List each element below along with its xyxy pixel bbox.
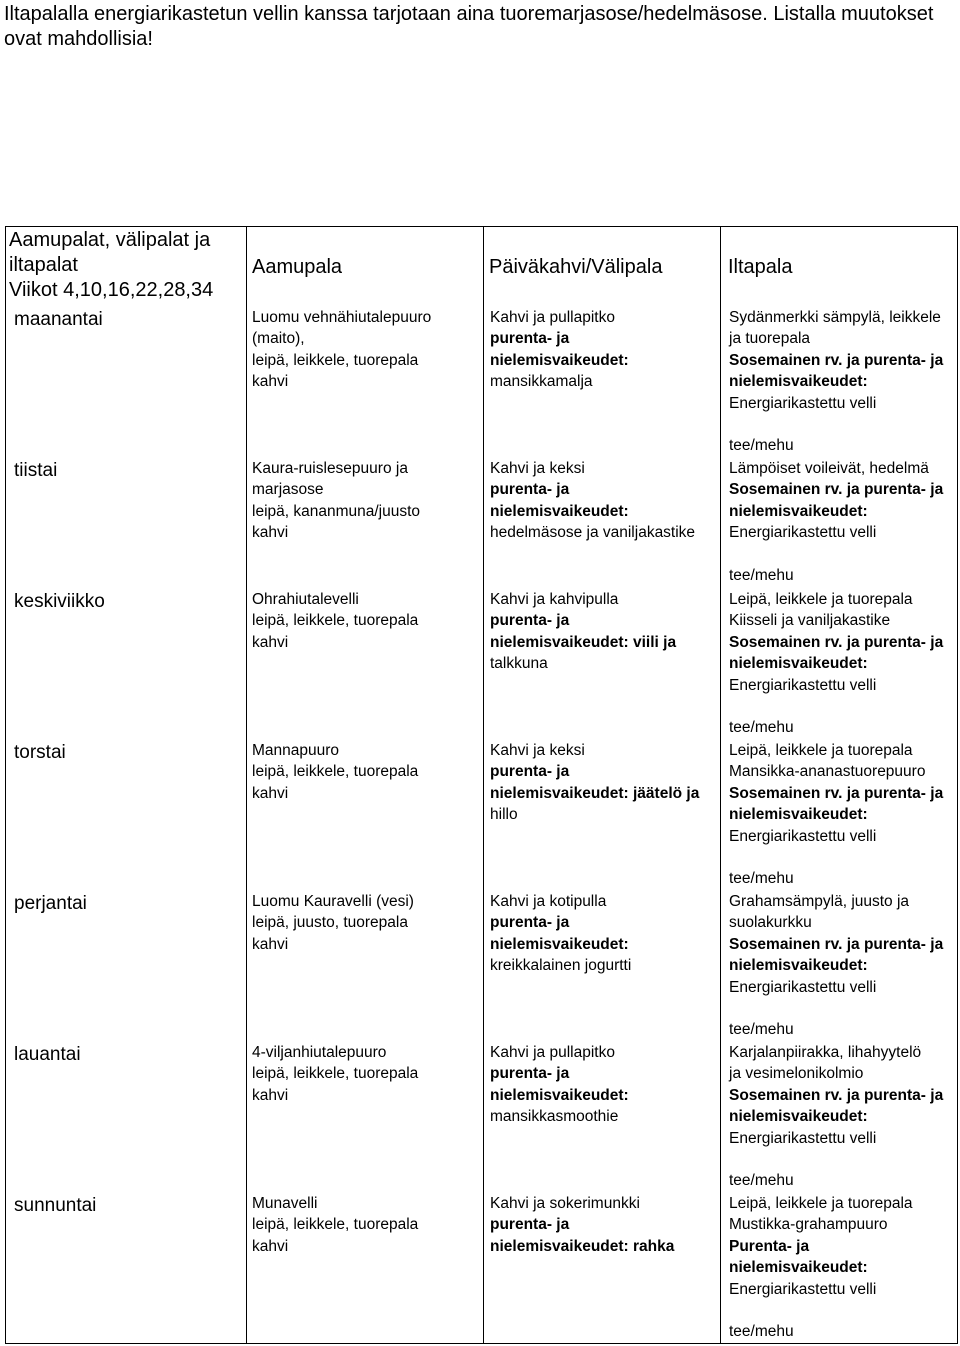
menu-line	[729, 696, 943, 717]
iltapala-cell	[729, 458, 943, 586]
column-divider	[246, 227, 247, 1343]
valipala-cell	[490, 307, 629, 393]
menu-line: tee/mehu	[729, 437, 794, 455]
menu-line: leipä, leikkele, tuorepala	[252, 351, 419, 369]
day-name: torstai	[14, 742, 66, 763]
menu-line: Kahvi ja pullapitko	[490, 309, 615, 326]
aamupala-cell	[252, 891, 414, 955]
menu-line: purenta- ja	[490, 481, 570, 499]
menu-line: suolakurkku	[729, 914, 812, 932]
menu-line: Munavelli	[252, 1195, 318, 1212]
menu-line: Mustikka-grahampuuro	[729, 1216, 888, 1234]
day-name: perjantai	[14, 893, 87, 914]
menu-line	[729, 1149, 943, 1170]
menu-line	[729, 1300, 913, 1321]
menu-table	[5, 226, 958, 1344]
menu-line: hedelmäsose ja vaniljakastike	[490, 524, 696, 542]
menu-line: leipä, leikkele, tuorepala	[252, 1216, 419, 1234]
valipala-cell	[490, 1042, 629, 1128]
day-name: lauantai	[14, 1044, 81, 1065]
menu-line: kahvi	[252, 935, 289, 953]
menu-line: Grahamsämpylä, juusto ja	[729, 893, 910, 910]
column-divider	[957, 227, 958, 1343]
menu-line: nielemisvaikeudet:	[490, 351, 629, 369]
intro-note: Iltapalalla energiarikastetun vellin kanssa tarjotaan aina tuoremarjasose/hedelmäsose. Listalla muutokset ovat mahdollisia!	[4, 3, 934, 50]
day-name: keskiviikko	[14, 591, 105, 612]
valipala-cell	[490, 589, 676, 675]
menu-line: tee/mehu	[729, 1323, 794, 1341]
menu-line: leipä, leikkele, tuorepala	[252, 1065, 419, 1083]
menu-line: Energiarikastettu velli	[729, 394, 877, 412]
column-header-iltapala: Iltapala	[728, 256, 793, 278]
menu-line: kahvi	[252, 784, 289, 802]
menu-line: marjasose	[252, 481, 324, 499]
column-divider	[483, 227, 484, 1343]
menu-line: Kahvi ja sokerimunkki	[490, 1195, 640, 1212]
day-name: sunnuntai	[14, 1195, 97, 1216]
menu-line: purenta- ja	[490, 330, 570, 348]
menu-line	[729, 544, 943, 565]
menu-line: tee/mehu	[729, 1172, 794, 1190]
menu-line: kahvi	[252, 1086, 289, 1104]
menu-line: Purenta- ja	[729, 1237, 810, 1255]
menu-line: mansikkamalja	[490, 373, 593, 391]
menu-line: nielemisvaikeudet: rahka	[490, 1237, 675, 1255]
aamupala-cell	[252, 1042, 418, 1106]
column-header-valipala: Päiväkahvi/Välipala	[489, 256, 663, 278]
column-header-aamupala: Aamupala	[252, 256, 343, 278]
menu-line: Kahvi ja kotipulla	[490, 893, 607, 910]
menu-line: Sosemainen rv. ja purenta- ja	[729, 935, 944, 953]
menu-line: Lämpöiset voileivät, hedelmä	[729, 460, 929, 477]
day-name: tiistai	[14, 460, 58, 481]
menu-line: Sydänmerkki sämpylä, leikkele	[729, 309, 941, 326]
menu-line: Sosemainen rv. ja purenta- ja	[729, 784, 944, 802]
iltapala-cell	[729, 1193, 913, 1343]
menu-line: nielemisvaikeudet:	[729, 1259, 868, 1277]
menu-line: nielemisvaikeudet:	[729, 502, 868, 520]
table-title-line: iltapalat	[9, 254, 78, 276]
menu-line: Kiisseli ja vaniljakastike	[729, 612, 891, 630]
menu-line: purenta- ja	[490, 1065, 570, 1083]
menu-line	[729, 998, 943, 1019]
aamupala-cell	[252, 740, 418, 804]
table-title	[9, 228, 213, 303]
menu-line: Energiarikastettu velli	[729, 978, 877, 996]
menu-line: purenta- ja	[490, 1216, 570, 1234]
aamupala-cell	[252, 458, 420, 544]
menu-line: nielemisvaikeudet:	[729, 373, 868, 391]
menu-line: Sosemainen rv. ja purenta- ja	[729, 481, 944, 499]
menu-line: Sosemainen rv. ja purenta- ja	[729, 633, 944, 651]
menu-line	[729, 847, 943, 868]
menu-line: purenta- ja	[490, 763, 570, 781]
table-title-line: Aamupalat, välipalat ja	[9, 229, 211, 251]
menu-line: nielemisvaikeudet: jäätelö ja	[490, 784, 700, 802]
menu-line: nielemisvaikeudet:	[490, 1086, 629, 1104]
menu-line: leipä, kananmuna/juusto	[252, 502, 421, 520]
menu-line: kahvi	[252, 633, 289, 651]
menu-line: Sosemainen rv. ja purenta- ja	[729, 1086, 944, 1104]
iltapala-cell	[729, 589, 943, 739]
menu-line: kahvi	[252, 373, 289, 391]
menu-line: tee/mehu	[729, 1021, 794, 1039]
menu-line: nielemisvaikeudet:	[729, 655, 868, 673]
valipala-cell	[490, 1193, 674, 1257]
menu-line: Kaura-ruislesepuuro ja	[252, 460, 408, 477]
menu-line: nielemisvaikeudet:	[729, 957, 868, 975]
valipala-cell	[490, 458, 695, 544]
menu-line: Luomu vehnähiutalepuuro	[252, 309, 432, 326]
menu-line: nielemisvaikeudet:	[490, 935, 629, 953]
menu-line: Leipä, leikkele ja tuorepala	[729, 591, 913, 608]
valipala-cell	[490, 891, 631, 977]
menu-line: Karjalanpiirakka, lihahyytelö	[729, 1044, 922, 1061]
day-name: maanantai	[14, 309, 103, 330]
menu-line: Energiarikastettu velli	[729, 1129, 877, 1147]
valipala-cell	[490, 740, 699, 826]
menu-line: Ohrahiutalevelli	[252, 591, 359, 608]
iltapala-cell	[729, 307, 943, 457]
aamupala-cell	[252, 307, 431, 393]
menu-line: leipä, juusto, tuorepala	[252, 914, 408, 932]
menu-line: tee/mehu	[729, 870, 794, 888]
menu-line: Energiarikastettu velli	[729, 676, 877, 694]
iltapala-cell	[729, 891, 943, 1041]
menu-line: leipä, leikkele, tuorepala	[252, 612, 419, 630]
menu-line: tee/mehu	[729, 567, 794, 585]
iltapala-cell	[729, 1042, 943, 1192]
menu-line: nielemisvaikeudet:	[729, 1108, 868, 1126]
menu-line	[729, 414, 943, 435]
menu-line: nielemisvaikeudet: viili ja	[490, 633, 677, 651]
menu-line: nielemisvaikeudet:	[729, 806, 868, 824]
menu-line: tee/mehu	[729, 719, 794, 737]
aamupala-cell	[252, 1193, 418, 1257]
menu-line: nielemisvaikeudet:	[490, 502, 629, 520]
menu-line: ja tuorepala	[729, 330, 811, 348]
menu-line: Energiarikastettu velli	[729, 524, 877, 542]
menu-line: Leipä, leikkele ja tuorepala	[729, 742, 913, 759]
menu-line: purenta- ja	[490, 612, 570, 630]
menu-line: Energiarikastettu velli	[729, 827, 877, 845]
column-divider	[720, 227, 721, 1343]
menu-line: Mannapuuro	[252, 742, 340, 759]
aamupala-cell	[252, 589, 418, 653]
menu-line: (maito),	[252, 330, 305, 348]
menu-line: hillo	[490, 806, 518, 824]
table-title-line: Viikot 4,10,16,22,28,34	[9, 279, 214, 301]
menu-line: 4-viljanhiutalepuuro	[252, 1044, 387, 1061]
menu-line: purenta- ja	[490, 914, 570, 932]
menu-line: Kahvi ja keksi	[490, 742, 585, 759]
menu-line: kahvi	[252, 524, 289, 542]
menu-line: ja vesimelonikolmio	[729, 1065, 864, 1083]
menu-line: Luomu Kauravelli (vesi)	[252, 893, 414, 910]
menu-line: Sosemainen rv. ja purenta- ja	[729, 351, 944, 369]
menu-line: leipä, leikkele, tuorepala	[252, 763, 419, 781]
menu-line: mansikkasmoothie	[490, 1108, 619, 1126]
menu-line: Kahvi ja kahvipulla	[490, 591, 619, 608]
menu-line: kahvi	[252, 1237, 289, 1255]
menu-line: Kahvi ja pullapitko	[490, 1044, 615, 1061]
menu-line: Energiarikastettu velli	[729, 1280, 877, 1298]
menu-line: talkkuna	[490, 655, 548, 673]
iltapala-cell	[729, 740, 943, 890]
menu-line: Kahvi ja keksi	[490, 460, 585, 477]
menu-line: Mansikka-ananastuorepuuro	[729, 763, 926, 781]
menu-line: kreikkalainen jogurtti	[490, 957, 632, 975]
menu-line: Leipä, leikkele ja tuorepala	[729, 1195, 913, 1212]
